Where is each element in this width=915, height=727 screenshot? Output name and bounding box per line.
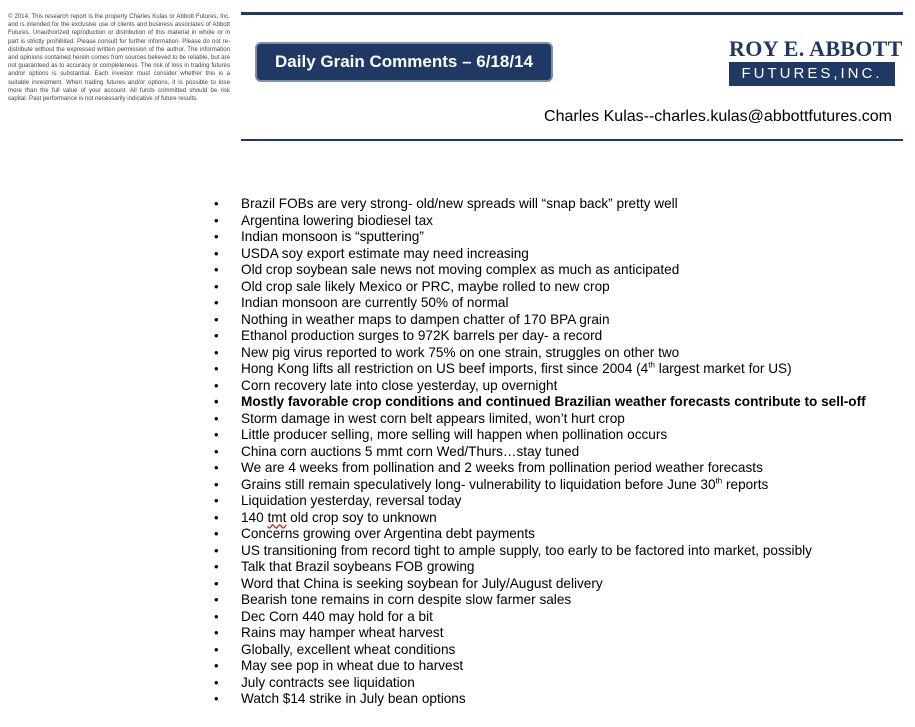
- list-item: • Old crop soybean sale news not moving complex as much as anticipated: [241, 262, 866, 279]
- list-item-hong-kong: [241, 361, 866, 378]
- list-item-highlight: • Mostly favorable crop conditions and continued Brazilian weather forecasts contribute to sell-off: [241, 394, 866, 411]
- hk-rest: largest market for US): [654, 361, 792, 376]
- list-item: • Talk that Brazil soybeans FOB growing: [241, 559, 866, 576]
- list-item: • Old crop sale likely Mexico or PRC, maybe rolled to new crop: [241, 279, 866, 296]
- list-item: • Little producer selling, more selling will happen when pollination occurs: [241, 427, 866, 444]
- list-item: • Word that China is seeking soybean for July/August delivery: [241, 576, 866, 593]
- soy-unit: tmt: [267, 509, 287, 525]
- list-item: • We are 4 weeks from pollination and 2 weeks from pollination period weather forecasts: [241, 460, 866, 477]
- logo-name: ROY E. ABBOTT: [729, 36, 903, 61]
- list-item: • Liquidation yesterday, reversal today: [241, 493, 866, 510]
- hk-superscript: th: [648, 360, 655, 370]
- list-item: • Watch $14 strike in July bean options: [241, 691, 866, 708]
- grains-rest: reports: [722, 476, 769, 492]
- list-item-soy: [241, 510, 866, 527]
- list-item: • Corn recovery late into close yesterday, up overnight: [241, 378, 866, 395]
- list-item: • Ethanol production surges to 972K barrels per day- a record: [241, 328, 866, 345]
- list-item: • May see pop in wheat due to harvest: [241, 658, 866, 675]
- list-item: • Nothing in weather maps to dampen chatter of 170 BPA grain: [241, 312, 866, 329]
- list-item: • Storm damage in west corn belt appears limited, won’t hurt crop: [241, 411, 866, 428]
- list-item: • Bearish tone remains in corn despite slow farmer sales: [241, 592, 866, 609]
- list-item: • USDA soy export estimate may need increasing: [241, 246, 866, 263]
- author-contact: Charles Kulas--charles.kulas@abbottfutures.com: [544, 108, 892, 125]
- report-title-text: Daily Grain Comments – 6/18/14: [275, 52, 533, 71]
- list-item: • July contracts see liquidation: [241, 675, 866, 692]
- list-item-grains: [241, 477, 866, 494]
- grains-superscript: th: [715, 475, 723, 485]
- logo-subname: FUTURES,INC.: [729, 62, 895, 86]
- soy-rest: old crop soy to unknown: [286, 509, 437, 525]
- disclaimer-text: © 2014. This research report is the property Charles Kulas or Abbott Futures, Inc. and is intended for the exclusive use of clients and business associates of Abbott Futures. Unauthorized reproduction or distribution of this material in whole or in part is strictly prohibited. Please consult for further information. Please do not re-distribute without the expressed written permission of the author. The information and opinions contained herein comes from sources believed to be reliable, but are not guaranteed as to accuracy or completeness. The risk of loss in trading futures and/or options is substantial. Each investor must consider whether this is a suitable investment. When trading futures and/or options, it is possible to lose more than the full value of your account. All funds committed should be risk capital. Past performance is not necessarily indicative of future results.: [8, 13, 230, 103]
- report-title: [255, 42, 553, 82]
- list-item: • Argentina lowering biodiesel tax: [241, 213, 866, 230]
- grains-text: Grains still remain speculatively long- vulnerability to liquidation before June 30: [241, 476, 716, 492]
- list-item: • Indian monsoon is “sputtering”: [241, 229, 866, 246]
- company-logo: [729, 36, 903, 86]
- list-item: • Dec Corn 440 may hold for a bit: [241, 609, 866, 626]
- list-item: • Brazil FOBs are very strong- old/new spreads will “snap back” pretty well: [241, 196, 866, 213]
- list-item: • US transitioning from record tight to ample supply, too early to be factored into market, possibly: [241, 543, 866, 560]
- soy-num: 140: [241, 509, 268, 525]
- comments-list: [241, 196, 866, 708]
- list-item: • Indian monsoon are currently 50% of normal: [241, 295, 866, 312]
- list-item: • New pig virus reported to work 75% on one strain, struggles on other two: [241, 345, 866, 362]
- header-bottom-rule: [241, 139, 903, 141]
- list-item: • Globally, excellent wheat conditions: [241, 642, 866, 659]
- list-item: • Concerns growing over Argentina debt payments: [241, 526, 866, 543]
- hk-text: Hong Kong lifts all restriction on US beef imports, first since 2004 (4: [241, 361, 649, 376]
- list-item: • Rains may hamper wheat harvest: [241, 625, 866, 642]
- header-top-rule: [241, 12, 903, 15]
- list-item: • China corn auctions 5 mmt corn Wed/Thurs…stay tuned: [241, 444, 866, 461]
